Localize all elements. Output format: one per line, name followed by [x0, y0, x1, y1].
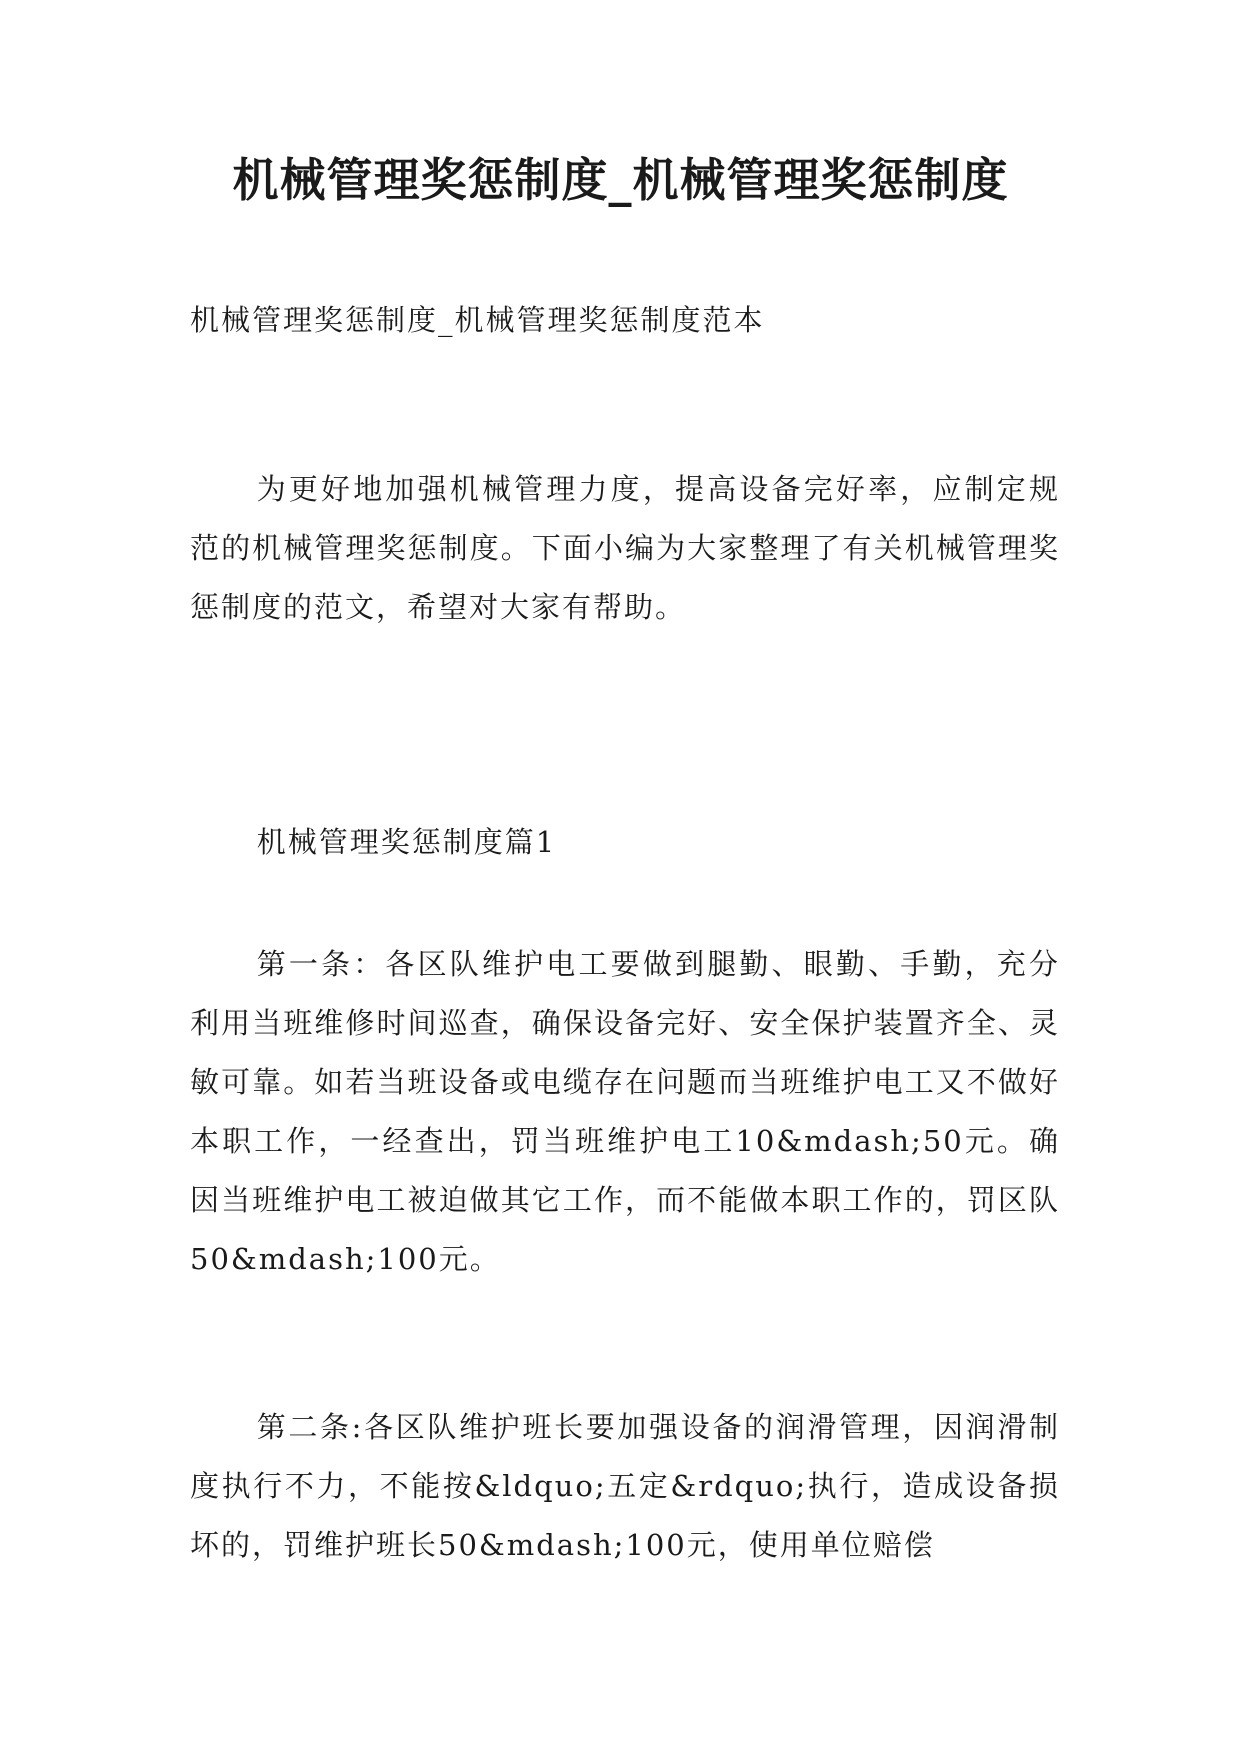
article-paragraph-1: 第一条：各区队维护电工要做到腿勤、眼勤、手勤，充分利用当班维修时间巡查，确保设备完好、安全保护装置齐全、灵敏可靠。如若当班设备或电缆存在问题而当班维护电工又不做好本职工作，一经查出，罚当班维护电工10&mdash;50元。确因当班维护电工被迫做其它工作，而不能做本职工作的，罚区队50&mdash;100元。: [190, 947, 1060, 1276]
article-paragraph-2: 第二条:各区队维护班长要加强设备的润滑管理，因润滑制度执行不力，不能按&ldquo;五定&rdquo;执行，造成设备损坏的，罚维护班长50&mdash;100元，使用单位赔偿: [190, 1410, 1060, 1562]
document-title: 机械管理奖惩制度_机械管理奖惩制度: [232, 153, 1009, 207]
document-subtitle: 机械管理奖惩制度_机械管理奖惩制度范本: [190, 303, 765, 337]
intro-paragraph: 为更好地加强机械管理力度，提高设备完好率，应制定规范的机械管理奖惩制度。下面小编为大家整理了有关机械管理奖惩制度的范文，希望对大家有帮助。: [190, 472, 1060, 624]
section-heading: 机械管理奖惩制度篇1: [256, 825, 557, 859]
